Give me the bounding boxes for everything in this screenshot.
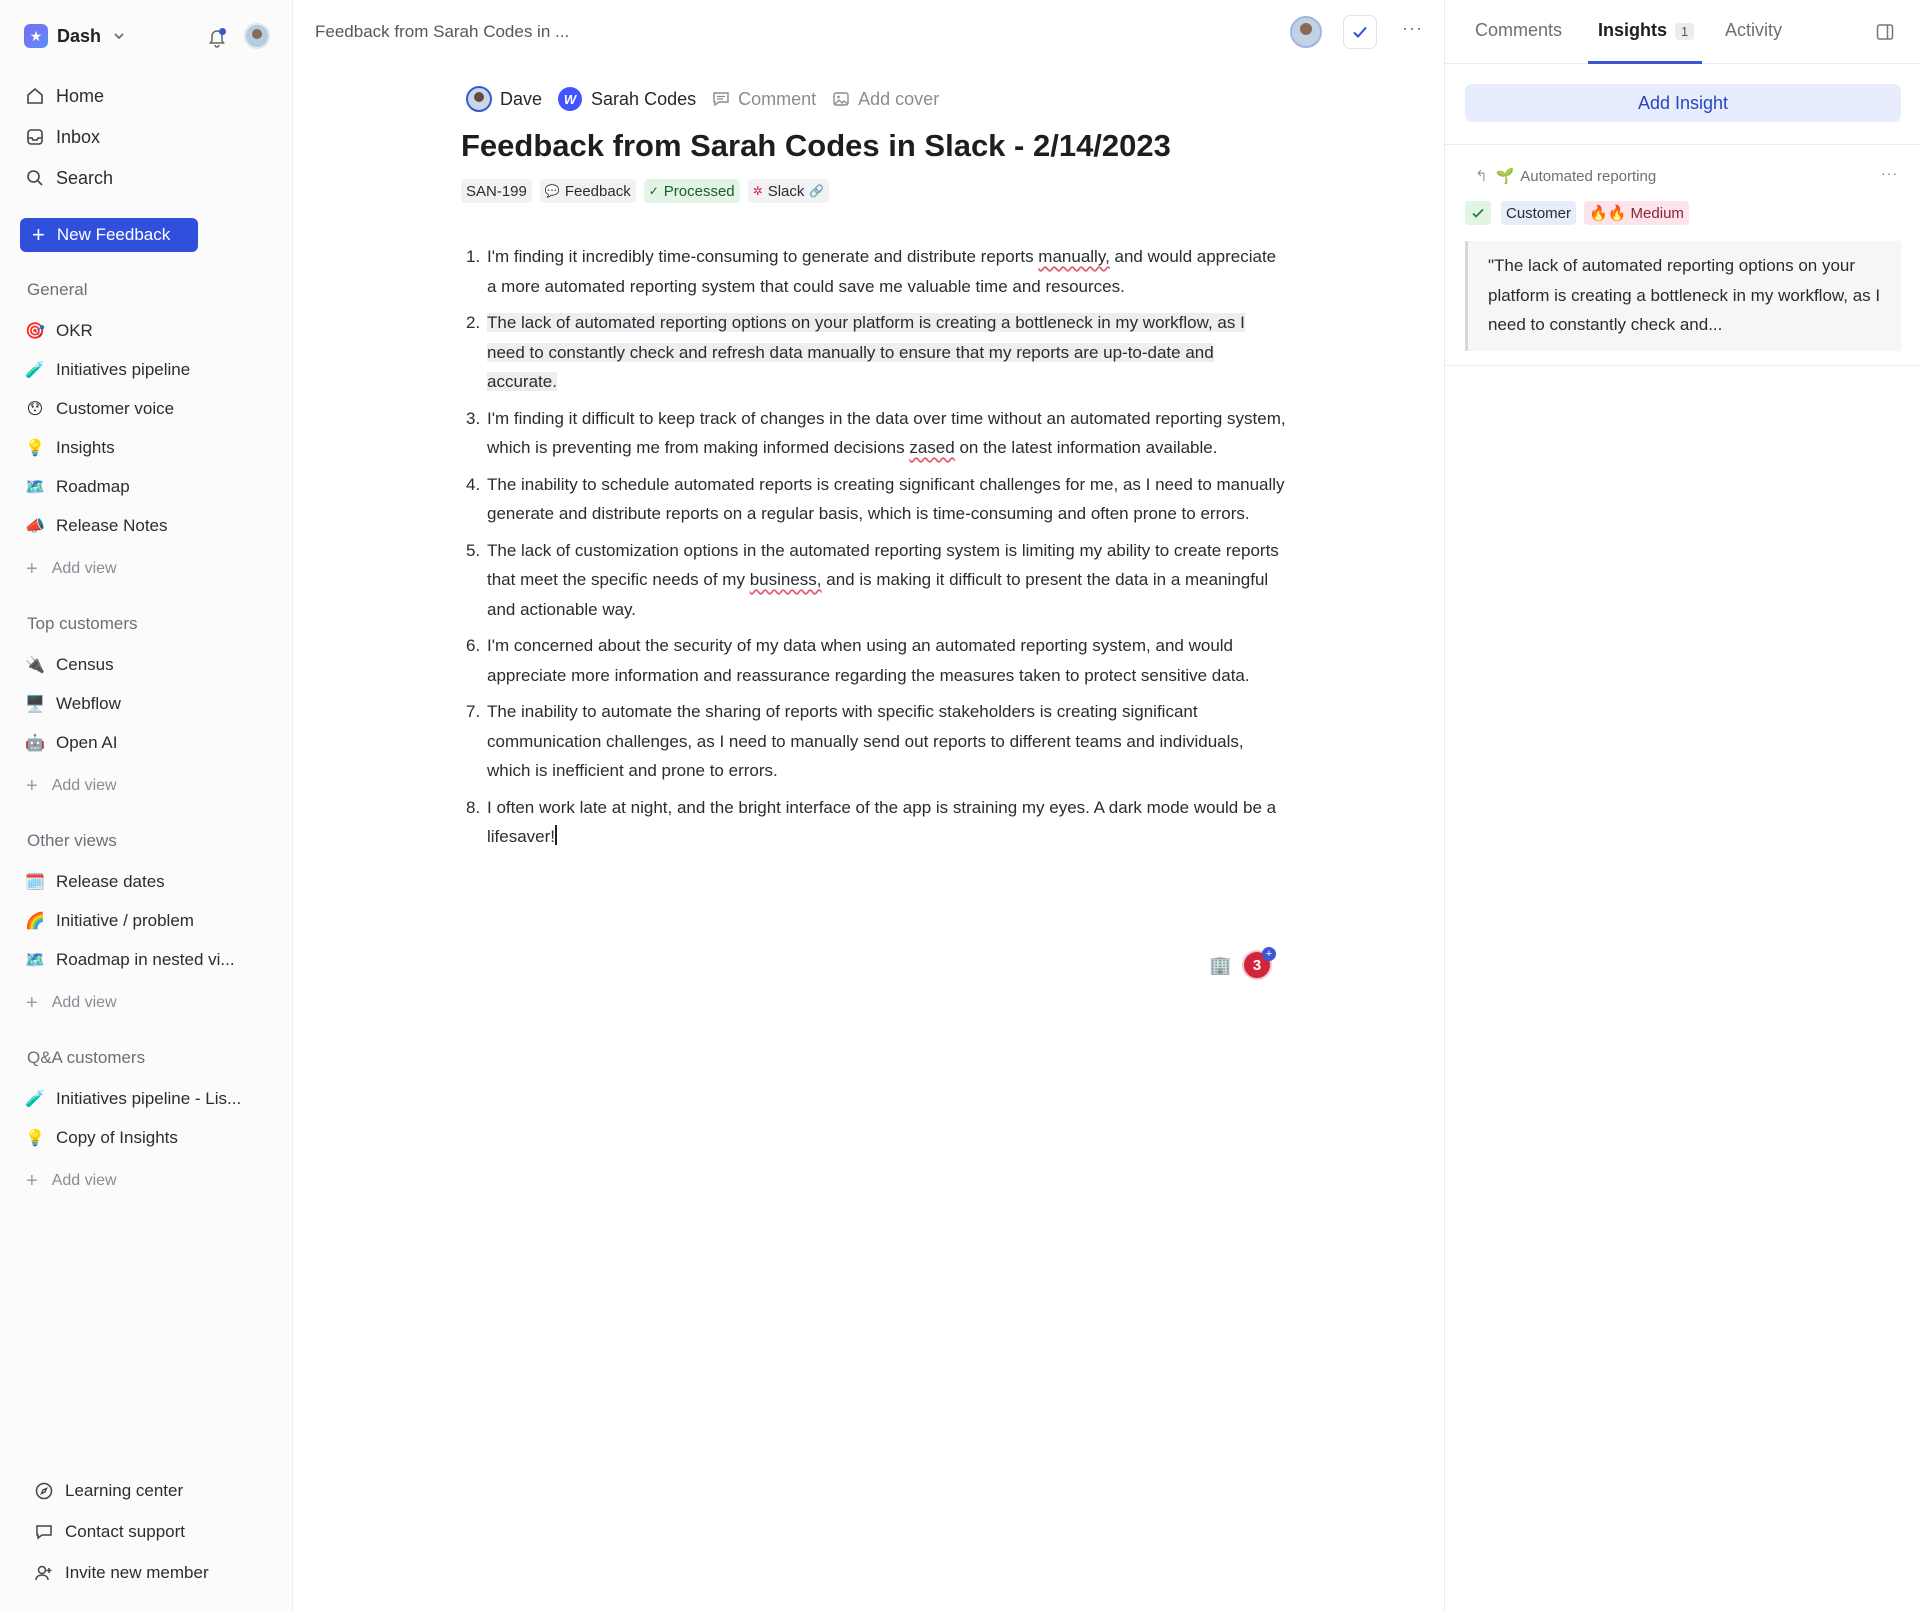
test-tube-icon: 🧪 (25, 1091, 45, 1108)
add-view-label: Add view (51, 1172, 117, 1189)
plus-icon: + (32, 222, 45, 247)
list-item (466, 631, 1286, 690)
add-collaborator-icon[interactable]: + (1262, 947, 1276, 961)
active-tab-indicator (1588, 61, 1702, 64)
property-chips (461, 179, 837, 203)
add-view-button[interactable] (26, 1167, 117, 1195)
view-label: Roadmap in nested vi... (56, 950, 235, 969)
item-text: The inability to schedule automated reports is creating significant challenges for me, as I need to manually generate and distribute reports on a regular basis, which is time-consuming and often prone to errors. (487, 474, 1285, 523)
view-item[interactable] (24, 354, 190, 386)
item-text: on the latest information available. (954, 438, 1218, 457)
page-title[interactable]: Feedback from Sarah Codes in Slack - 2/14/2023 (461, 128, 1171, 163)
view-label: Customer voice (56, 399, 175, 418)
item-number: 8. (466, 797, 481, 817)
link-icon: 🔗 (809, 184, 825, 198)
plus-icon: + (26, 1169, 38, 1192)
view-label: Initiatives pipeline (56, 360, 191, 379)
item-number: 7. (466, 702, 481, 721)
workspace-switcher[interactable] (24, 22, 127, 50)
view-item[interactable] (24, 649, 114, 681)
new-feedback-button[interactable] (20, 218, 198, 252)
view-item[interactable] (24, 315, 93, 347)
view-label: Census (56, 655, 114, 674)
mark-processed-button[interactable] (1343, 15, 1377, 49)
meta-row (466, 84, 955, 114)
tab-insights[interactable] (1598, 20, 1694, 41)
chat-icon (34, 1522, 54, 1542)
insight-card[interactable] (1445, 144, 1920, 366)
list-item (466, 793, 1286, 852)
item-number: 2. (466, 313, 481, 332)
sprout-icon: 🌱 (1495, 168, 1515, 185)
notification-bell-icon[interactable] (206, 26, 228, 48)
lightbulb-icon: 💡 (25, 440, 45, 457)
add-view-label: Add view (51, 777, 117, 794)
right-panel (1444, 0, 1920, 1612)
add-cover-button[interactable] (832, 89, 939, 110)
add-insight-button[interactable]: Add Insight (1465, 84, 1901, 122)
item-text: The inability to automate the sharing of reports with specific stakeholders is creating significant communication challenges, as I need to manually send out reports to different teams and individuals, which is inefficient and prone to errors. (487, 702, 1244, 780)
collaborators-badge[interactable]: 3 (1242, 950, 1272, 980)
view-item[interactable] (24, 471, 130, 503)
invite-member-link[interactable] (34, 1558, 209, 1588)
list-item (466, 536, 1286, 625)
item-number: 1. (466, 247, 481, 266)
insights-count-badge: 1 (1675, 23, 1694, 40)
robot-icon: 🤖 (25, 735, 45, 752)
link-arrow-icon: ↰ (1475, 168, 1488, 185)
view-item[interactable] (24, 727, 117, 759)
add-view-button[interactable] (26, 555, 117, 583)
chevron-down-icon (111, 28, 127, 44)
type-chip[interactable] (540, 179, 636, 203)
add-view-button[interactable] (26, 989, 117, 1017)
customer-tag[interactable]: Customer (1501, 201, 1576, 225)
view-label: Release Notes (56, 516, 168, 535)
tab-activity[interactable]: Activity (1725, 20, 1783, 40)
learning-center-link[interactable] (34, 1476, 183, 1506)
plus-icon: + (26, 774, 38, 797)
view-item[interactable] (24, 432, 115, 464)
toggle-panel-icon[interactable] (1875, 22, 1895, 42)
check-icon (1351, 23, 1369, 41)
sidebar (0, 0, 293, 1612)
list-item (466, 404, 1286, 463)
section-title-qa-customers: Q&A customers (27, 1048, 146, 1067)
speech-bubble-icon: 💬 (544, 184, 560, 198)
calendar-icon: 🗓️ (25, 874, 45, 891)
text-cursor (555, 825, 557, 845)
dave-avatar (466, 86, 492, 112)
comment-icon (712, 90, 730, 108)
footer-label: Contact support (65, 1522, 186, 1541)
add-view-label: Add view (51, 994, 117, 1011)
building-icon[interactable]: 🏢 (1209, 955, 1232, 975)
status-chip[interactable] (644, 179, 740, 203)
item-text: I'm finding it difficult to keep track of changes in the data over time without an automated reporting system, which is preventing me from making informed decisions (487, 408, 1286, 457)
assignee-avatar[interactable] (1290, 16, 1322, 48)
nav-label: Inbox (56, 126, 101, 147)
spelling-mark: manually, (1038, 247, 1110, 266)
contact-support-link[interactable] (34, 1517, 185, 1547)
footer-label: Learning center (65, 1481, 184, 1500)
item-text: and is making it difficult to present the data in a meaningful and actionable way. (487, 570, 1269, 619)
item-text: I'm finding it incredibly time-consuming to generate and distribute reports (487, 247, 1039, 266)
image-icon (832, 90, 850, 108)
view-label: OKR (56, 321, 93, 340)
customer-field[interactable] (558, 87, 696, 111)
insight-header (1475, 167, 1656, 185)
item-text: and would appreciate a more automated reporting system that could save me valuable time and resources. (487, 247, 1277, 296)
view-item[interactable] (24, 393, 174, 425)
issue-id-chip[interactable]: SAN-199 (461, 179, 532, 203)
view-label: Release dates (56, 872, 165, 891)
assignee-name: Dave (500, 88, 543, 109)
workspace-name: Dash (57, 25, 102, 46)
item-number: 6. (466, 636, 481, 655)
priority-tag[interactable]: 🔥🔥 Medium (1584, 201, 1689, 225)
user-avatar[interactable] (244, 23, 270, 49)
item-number: 4. (466, 474, 481, 494)
nav-search[interactable] (24, 162, 113, 194)
list-item (466, 697, 1286, 786)
lightbulb-icon: 💡 (25, 1130, 45, 1147)
list-item (466, 242, 1286, 301)
item-number: 5. (466, 540, 481, 560)
list-item-highlighted (466, 308, 1286, 397)
assignee-field[interactable] (466, 86, 542, 112)
check-icon[interactable] (1465, 201, 1491, 225)
insight-title[interactable]: Automated reporting (1520, 167, 1657, 185)
view-label: Copy of Insights (56, 1128, 178, 1147)
target-icon: 🎯 (25, 323, 45, 340)
plus-icon: + (26, 991, 38, 1014)
view-label: Insights (56, 438, 115, 457)
comment-button[interactable] (712, 89, 816, 110)
spelling-mark: zased (909, 438, 955, 457)
add-view-button[interactable] (26, 772, 117, 800)
section-title-general: General (27, 280, 88, 299)
monitor-icon: 🖥️ (25, 696, 45, 713)
nav-label: Home (56, 85, 105, 106)
highlighted-text: The lack of automated reporting options on your platform is creating a bottleneck in my workflow, as I need to constantly check and refresh data manually to ensure that my reports are up-to-date and accurate. (487, 313, 1245, 391)
home-icon (24, 85, 46, 107)
insight-more-icon[interactable]: ··· (1881, 165, 1898, 181)
nav-label: Search (56, 167, 114, 188)
section-title-other-views: Other views (27, 831, 117, 850)
spelling-mark: business, (749, 570, 822, 589)
section-title-top-customers: Top customers (27, 614, 138, 633)
feedback-list[interactable] (466, 242, 1286, 859)
rainbow-icon: 🌈 (25, 913, 45, 930)
view-label: Roadmap (56, 477, 130, 496)
plus-icon: + (26, 557, 38, 580)
breadcrumb[interactable]: Feedback from Sarah Codes in ... (315, 22, 570, 41)
type-label: Feedback (564, 182, 631, 200)
map-icon: 🗺️ (25, 479, 45, 496)
add-view-label: Add view (51, 560, 117, 577)
list-item (466, 470, 1286, 529)
view-label: Webflow (56, 694, 121, 713)
slack-icon: ✲ (752, 184, 763, 198)
search-icon (24, 167, 46, 189)
view-label: Open AI (56, 733, 118, 752)
tab-insights-label: Insights (1598, 20, 1668, 40)
nav-inbox[interactable] (24, 121, 100, 153)
view-item[interactable] (24, 688, 121, 720)
footer-label: Invite new member (65, 1563, 209, 1582)
customer-name: Sarah Codes (591, 88, 697, 109)
nav-home[interactable] (24, 80, 104, 112)
plug-icon: 🔌 (25, 657, 45, 674)
surprised-face-icon: 😯 (26, 401, 44, 418)
megaphone-icon: 📣 (25, 518, 45, 535)
check-icon: ✓ (648, 184, 659, 198)
inbox-icon (24, 126, 46, 148)
view-item[interactable] (24, 905, 194, 937)
map-icon: 🗺️ (25, 952, 45, 969)
user-plus-icon (34, 1563, 54, 1583)
view-item[interactable] (24, 866, 165, 898)
add-cover-label: Add cover (858, 88, 940, 109)
test-tube-icon: 🧪 (25, 362, 45, 379)
new-feedback-label: New Feedback (56, 225, 171, 244)
compass-icon (34, 1481, 54, 1501)
item-text: The lack of customization options in the automated reporting system is limiting my ability to create reports that meet the specific needs of my (487, 540, 1279, 589)
view-item[interactable] (24, 1122, 178, 1154)
insight-tags (1465, 201, 1697, 225)
view-label: Initiative / problem (56, 911, 194, 930)
view-item[interactable] (24, 510, 168, 542)
insight-quote: "The lack of automated reporting options on your platform is creating a bottleneck in my workflow, as I need to constantly check and... (1465, 241, 1901, 351)
tab-comments[interactable]: Comments (1475, 20, 1563, 40)
source-chip[interactable] (748, 179, 830, 203)
panel-tabs (1445, 0, 1920, 64)
view-item[interactable] (24, 1083, 241, 1115)
item-text: I'm concerned about the security of my data when using an automated reporting system, and would appreciate more information and reassurance regarding the measures taken to protect sensitive data. (487, 636, 1250, 685)
item-number: 3. (466, 408, 481, 428)
item-text: I often work late at night, and the bright interface of the app is straining my eyes. A dark mode would be a lifesaver! (487, 797, 1277, 846)
webflow-logo-icon: W (558, 87, 582, 111)
view-label: Initiatives pipeline - Lis... (56, 1089, 242, 1108)
view-item[interactable] (24, 944, 235, 976)
more-options-icon[interactable]: ··· (1402, 18, 1423, 38)
status-label: Processed (663, 182, 735, 200)
source-label: Slack (767, 182, 805, 200)
comment-label: Comment (738, 88, 817, 109)
workspace-logo-icon: ★ (24, 24, 48, 48)
